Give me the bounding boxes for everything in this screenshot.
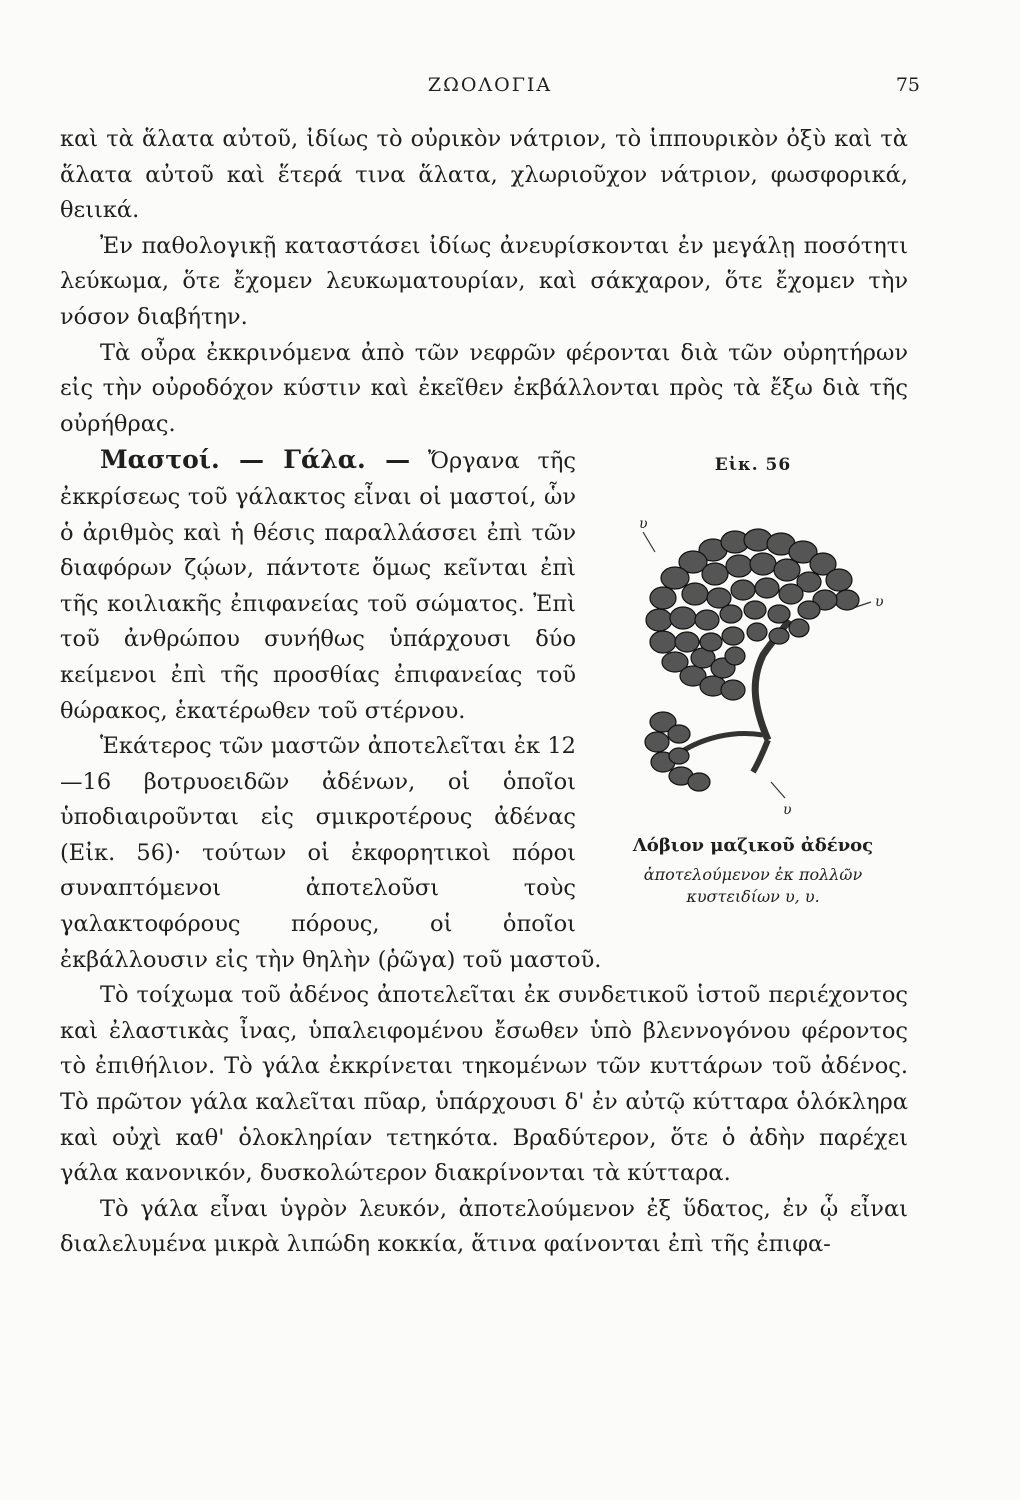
letter-mark-right: υ — [875, 593, 884, 610]
paragraph-7: Τὸ γάλα εἶναι ὑγρὸν λευκόν, ἀποτελούμενον ἐξ ὕδατος, ἐν ᾧ εἶναι διαλελυμένα μικρὰ λιπώδη κοκκία, ἅτινα φαίνονται ἐπὶ τῆς ἐπιφα- — [60, 1195, 908, 1258]
body-text — [60, 122, 908, 1263]
paragraph-5: Ἑκάτερος τῶν μαστῶν ἀποτελεῖται ἐκ 12—16 βοτρυοειδῶν ἀδένων, οἱ ὁποῖοι ὑποδιαιροῦνται εἰς σμικροτέρους ἀδένας (Εἰκ. 56)· τούτων οἱ ἐκφορητικοὶ πόροι συναπτόμενοι ἀποτελοῦσι τοὺς γαλακτοφόρους πόρους, οἱ ὁποῖοι ἐκβάλλουσιν εἰς τὴν θηλὴν (ῥῶγα) τοῦ μαστοῦ. — [60, 733, 602, 973]
letter-mark-top: υ — [639, 515, 648, 532]
paragraph-2: Ἐν παθολογικῇ καταστάσει ἰδίως ἀνευρίσκονται ἐν μεγάλῃ ποσότητι λεύκωμα, ὅτε ἔχομεν λευκωματουρίαν, καὶ σάκχαρον, ὅτε ἔχομεν τὴν νόσον διαβήτην. — [60, 232, 908, 330]
paragraph-4-body: Ὄργανα τῆς ἐκκρίσεως τοῦ γάλακτος εἶναι οἱ μαστοί, ὧν ὁ ἀριθμὸς καὶ ἡ θέσις παραλλάσσει ἐπὶ τῶν διαφόρων ζῴων, πάντοτε ὅμως κεῖνται ἐπὶ τῆς κοιλιακῆς ἐπιφανείας τοῦ σώματος. Ἐπὶ τοῦ ἀνθρώπου συνήθως ὑπάρχουσι δύο κείμενοι ἐπὶ τῆς προσθίας ἐπιφανείας τοῦ θώρακος, ἑκατέρωθεν τοῦ στέρνου. — [60, 448, 576, 724]
running-title: ΖΩΟΛΟΓΙΑ — [427, 74, 553, 96]
paragraph-1: καὶ τὰ ἅλατα αὐτοῦ, ἰδίως τὸ οὐρικὸν νάτριον, τὸ ἱππουρικὸν ὀξὺ καὶ τὰ ἅλατα αὐτοῦ καὶ ἕτερά τινα ἅλατα, χλωριοῦχον νάτριον, φωσφορικά, θειικά. — [60, 126, 908, 224]
page-number: 75 — [895, 74, 920, 96]
lower-lobule — [645, 712, 710, 791]
letter-mark-bottom: υ — [783, 801, 792, 818]
paragraph-3: Τὰ οὖρα ἐκκρινόμενα ἀπὸ τῶν νεφρῶν φέρονται διὰ τῶν οὐρητήρων εἰς τὴν οὐροδόχον κύστιν καὶ ἐκεῖθεν ἐκβάλλονται πρὸς τὰ ἔξω διὰ τῆς οὐρήθρας. — [60, 339, 908, 437]
paragraph-6: Τὸ τοίχωμα τοῦ ἀδένος ἀποτελεῖται ἐκ συνδετικοῦ ἱστοῦ περιέχοντος καὶ ἐλαστικὰς ἶνας, ὑπαλειφομένου ἔσωθεν ὑπὸ βλεννογόνου φέροντος τὸ ἐπιθήλιον. Τὸ γάλα ἐκκρίνεται τηκομένων τῶν κυττάρων τοῦ ἀδένος. Τὸ πρῶτον γάλα καλεῖται πῦαρ, ὑπάρχουσι δ' ἐν αὐτῷ κύτταρα ὁλόκληρα καὶ οὐχὶ καθ' ὁλοκληρίαν τετηκότα. Βραδύτερον, ὅτε ὁ ἀδὴν παρέχει γάλα κανονικόν, δυσκολώτερον διακρίνονται τὰ κύτταρα. — [60, 982, 908, 1187]
page-header — [60, 74, 920, 104]
mammary-gland-lobule-illustration — [603, 490, 903, 820]
figure-label: Εἰκ. 56 — [714, 455, 792, 476]
figure-caption-title: Λόβιον μαζικοῦ ἀδένος — [632, 834, 874, 856]
acini-cluster — [646, 529, 859, 700]
section-heading: Μαστοί. — Γάλα. — — [100, 445, 411, 475]
figure-56 — [598, 448, 908, 907]
figure-caption-subtitle: ἀποτελούμενον ἐκ πολλῶν κυστειδίων υ, υ. — [643, 864, 863, 906]
